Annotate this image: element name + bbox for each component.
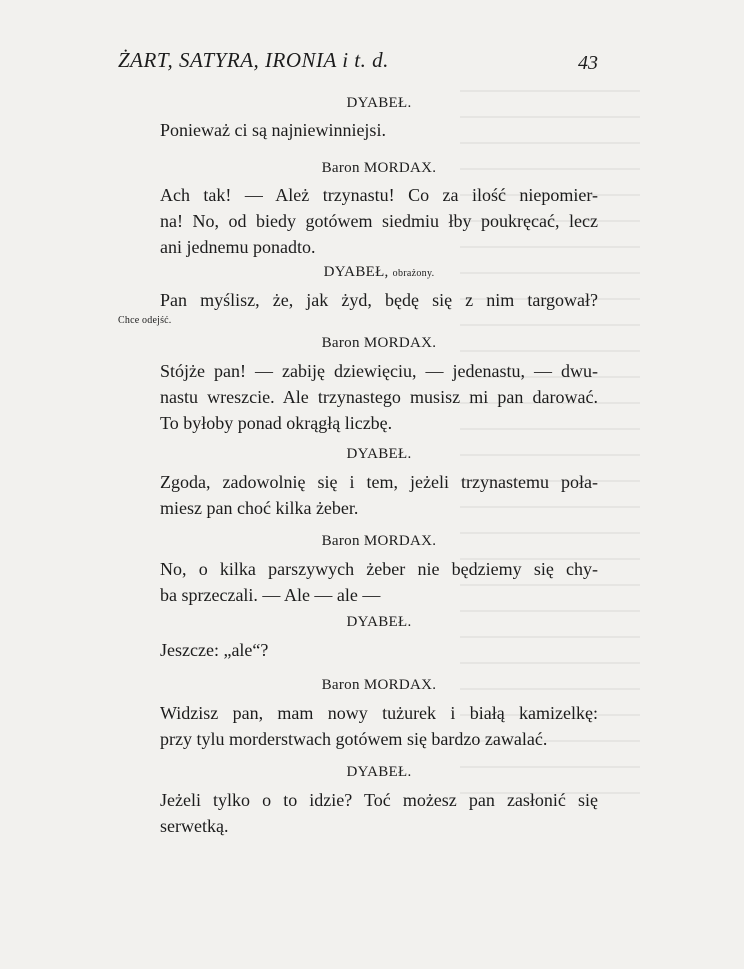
speaker-heading: DYABEŁ. (346, 764, 412, 780)
page-number: 43 (578, 52, 598, 74)
text-line: przy tylu morderstwach gotówem się bardzo zawalać. (160, 729, 548, 749)
dialogue-paragraph (160, 358, 598, 436)
text-line: serwetką. (160, 816, 229, 836)
speaker-heading: Baron MORDAX. (321, 160, 437, 176)
speaker-heading: Baron MORDAX. (321, 677, 437, 693)
page-header (118, 48, 598, 78)
text-line: Ach tak! — Ależ trzynastu! Co za ilość niepomier- (160, 185, 598, 205)
text-line: na! No, od biedy gotówem siedmiu łby poukręcać, lecz (160, 211, 598, 231)
dialogue-paragraph (160, 117, 598, 143)
speaker-heading: Baron MORDAX. (321, 533, 437, 549)
dialogue-paragraph (160, 787, 598, 839)
text-line: Jeszcze: „ale“? (160, 640, 269, 660)
text-line: No, o kilka parszywych żeber nie będziemy się chy- (160, 559, 598, 579)
speaker-heading: DYABEŁ. (346, 95, 412, 111)
text-line: Ponieważ ci są najniewinniejsi. (160, 120, 386, 140)
text-line: To byłoby ponad okrągłą liczbę. (160, 413, 393, 433)
text-line: Widzisz pan, mam nowy tużurek i białą kamizelkę: (160, 703, 598, 723)
speaker-name: DYABEŁ, (323, 264, 389, 280)
speaker-heading: DYABEŁ. (346, 446, 412, 462)
text-line: nastu wreszcie. Ale trzynastego musisz mi pan darować. (160, 387, 598, 407)
dialogue-paragraph (160, 287, 598, 313)
text-line: Zgoda, zadowolnię się i tem, jeżeli trzynastemu poła- (160, 472, 598, 492)
speaker-heading: Baron MORDAX. (321, 335, 437, 351)
dialogue-paragraph (160, 469, 598, 521)
dialogue-paragraph (160, 182, 598, 260)
text-line: Stójże pan! — zabiję dziewięciu, — jedenastu, — dwu- (160, 361, 598, 381)
stage-direction: obrażony. (392, 268, 435, 279)
dialogue-paragraph (160, 637, 598, 663)
speaker-heading: DYABEŁ. (346, 614, 412, 630)
text-line: Pan myślisz, że, jak żyd, będę się z nim targował? (160, 290, 598, 310)
text-line: Jeżeli tylko o to idzie? Toć możesz pan zasłonić się (160, 790, 598, 810)
running-title: ŻART, SATYRA, IRONIA i t. d. (118, 48, 389, 72)
dialogue-paragraph (160, 556, 598, 608)
text-line: miesz pan choć kilka żeber. (160, 498, 359, 518)
text-line: ani jednemu ponadto. (160, 237, 316, 257)
text-line: ba sprzeczali. — Ale — ale — (160, 585, 381, 605)
speaker-heading (160, 264, 598, 281)
stage-direction-left: Chce odejść. (118, 315, 172, 326)
dialogue-paragraph (160, 700, 598, 752)
